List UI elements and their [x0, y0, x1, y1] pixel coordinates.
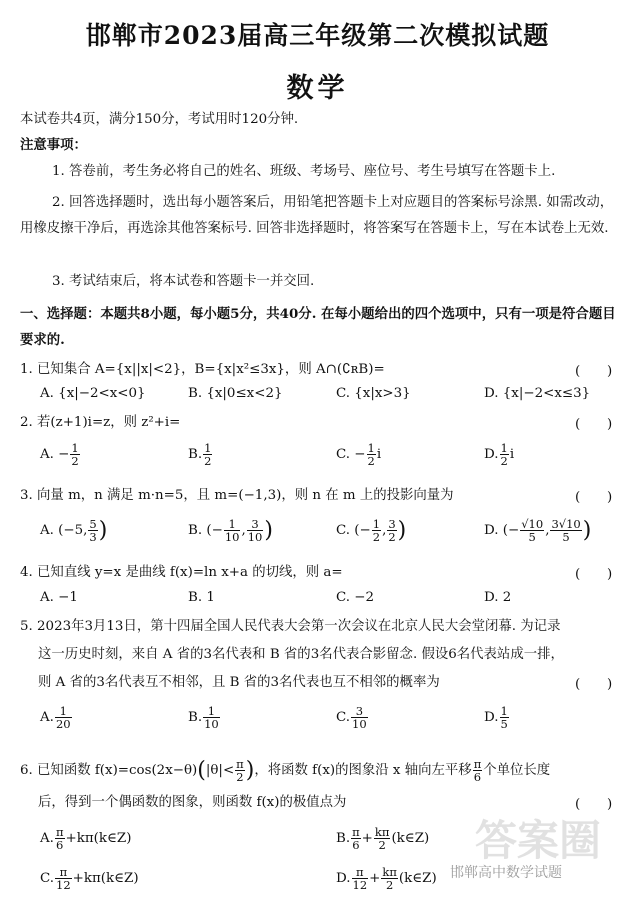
question-1-option-d: D. {x|−2<x≤3}: [484, 386, 591, 401]
fraction: $\frac{1}{2}$: [367, 441, 375, 468]
question-1-option-b: B. {x|0≤x<2}: [188, 386, 283, 401]
question-2-option-b: B. $\frac{1}{2}$: [188, 441, 212, 468]
question-2-answer-paren: ( ): [575, 417, 613, 432]
question-4-answer-paren: ( ): [575, 567, 613, 582]
note-item-3: 3. 考试结束后，将本试卷和答题卡一并交回.: [52, 274, 315, 289]
watermark-logo: 答案圈: [475, 816, 602, 865]
section-title: 一、选择题：本题共8小题，每小题5分，共40分. 在每小题给出的四个选项中，只有一项是符合题目要求的.: [20, 306, 616, 348]
note-item-2: 2. 回答选择题时，选出每小题答案后，用铅笔把答题卡上对应题目的答案标号涂黑. 如需改动，用橡皮擦干净后，再选涂其他答案标号. 回答非选择题时，将答案写在答题卡上，写在本试卷上无效.: [20, 195, 614, 236]
question-6-option-d: D. $\frac{\pi}{12}$ + $\frac{k\pi}{2}$ (k∈Z): [336, 865, 437, 892]
question-1-stem: 1. 已知集合 A={x||x|<2}，B={x|x²≤3x}，则 A∩(∁ʀB)=: [20, 362, 385, 377]
question-6-option-c: C. $\frac{\pi}{12}$ +kπ(k∈Z): [40, 865, 139, 892]
question-6-answer-paren: ( ): [575, 797, 613, 812]
question-1-option-c: C. {x|x>3}: [336, 386, 411, 401]
question-2-option-c: C. − $\frac{1}{2}$ i: [336, 441, 382, 468]
question-5-option-c: C. $\frac{3}{10}$: [336, 704, 367, 731]
question-6-stem-line-2: 后，得到一个偶函数的图象，则函数 f(x)的极值点为: [38, 795, 347, 810]
question-2-option-a: A. − $\frac{1}{2}$: [40, 441, 79, 468]
fraction: $\frac{1}{2}$: [71, 441, 79, 468]
question-5-option-b: B. $\frac{1}{10}$: [188, 704, 219, 731]
subject-title: 数学: [286, 73, 349, 104]
question-5-option-a: A. $\frac{1}{20}$: [40, 704, 71, 731]
notes-heading: 注意事项：: [20, 137, 87, 153]
question-4-option-b: B. 1: [188, 590, 215, 605]
question-5-answer-paren: ( ): [575, 677, 613, 692]
question-5-stem-line-2: 这一历史时刻，来自 A 省的3名代表和 B 省的3名代表合影留念. 假设6名代表站成一排，: [38, 647, 564, 662]
exam-intro: 本试卷共4页，满分150分，考试用时120分钟.: [20, 112, 299, 127]
watermark-caption: 邯郸高中数学试题: [450, 865, 562, 881]
fraction: $\frac{1}{2}$: [204, 441, 212, 468]
question-3-stem: 3. 向量 m，n 满足 m·n=5，且 m=(−1,3)，则 n 在 m 上的投影向量为: [20, 488, 454, 503]
question-2-option-d: D. $\frac{1}{2}$ i: [484, 441, 515, 468]
question-6-option-b: B. $\frac{\pi}{6}$ + $\frac{k\pi}{2}$ (k∈Z): [336, 825, 430, 852]
question-3-option-c: C. (− $\frac{1}{2}$ , $\frac{3}{2}$ ): [336, 517, 407, 544]
question-3-option-a: A. (−5, $\frac{5}{3}$ ): [40, 517, 108, 544]
question-3-answer-paren: ( ): [575, 490, 613, 505]
question-3-option-b: B. (− $\frac{1}{10}$ , $\frac{3}{10}$ ): [188, 517, 273, 544]
question-5-stem-line-3: 则 A 省的3名代表互不相邻，且 B 省的3名代表也互不相邻的概率为: [38, 675, 440, 690]
question-1-option-a: A. {x|−2<x<0}: [40, 386, 146, 401]
exam-title: 邯郸市2023届高三年级第二次模拟试题: [85, 21, 550, 50]
question-5-option-d: D. $\frac{1}{5}$: [484, 704, 508, 731]
question-4-option-d: D. 2: [484, 590, 512, 605]
question-6-option-a: A. $\frac{\pi}{6}$ +kπ(k∈Z): [40, 825, 132, 852]
question-1-answer-paren: ( ): [575, 364, 613, 379]
question-4-option-c: C. −2: [336, 590, 375, 605]
question-5-stem-line-1: 5. 2023年3月13日，第十四届全国人民代表大会第一次会议在北京人民大会堂闭幕. 为记录: [20, 619, 561, 634]
question-4-option-a: A. −1: [40, 590, 78, 605]
question-3-option-d: D. (− $\frac{√10}{5}$ , $\frac{3√10}{5}$ ): [484, 517, 592, 544]
question-2-stem: 2. 若(z+1)i=z，则 z²+i=: [20, 415, 181, 430]
question-4-stem: 4. 已知直线 y=x 是曲线 f(x)=ln x+a 的切线，则 a=: [20, 565, 343, 580]
fraction: $\frac{1}{2}$: [500, 441, 508, 468]
question-6-stem-line-1: 6. 已知函数 f(x)=cos(2x−θ)(|θ|< $\frac{\pi}{2}$ )，将函数 f(x)的图象沿 x 轴向左平移 $\frac{\pi}{6}$ 个单位长度: [20, 757, 551, 784]
note-item-1: 1. 答卷前，考生务必将自己的姓名、班级、考场号、座位号、考生号填写在答题卡上.: [52, 164, 556, 179]
